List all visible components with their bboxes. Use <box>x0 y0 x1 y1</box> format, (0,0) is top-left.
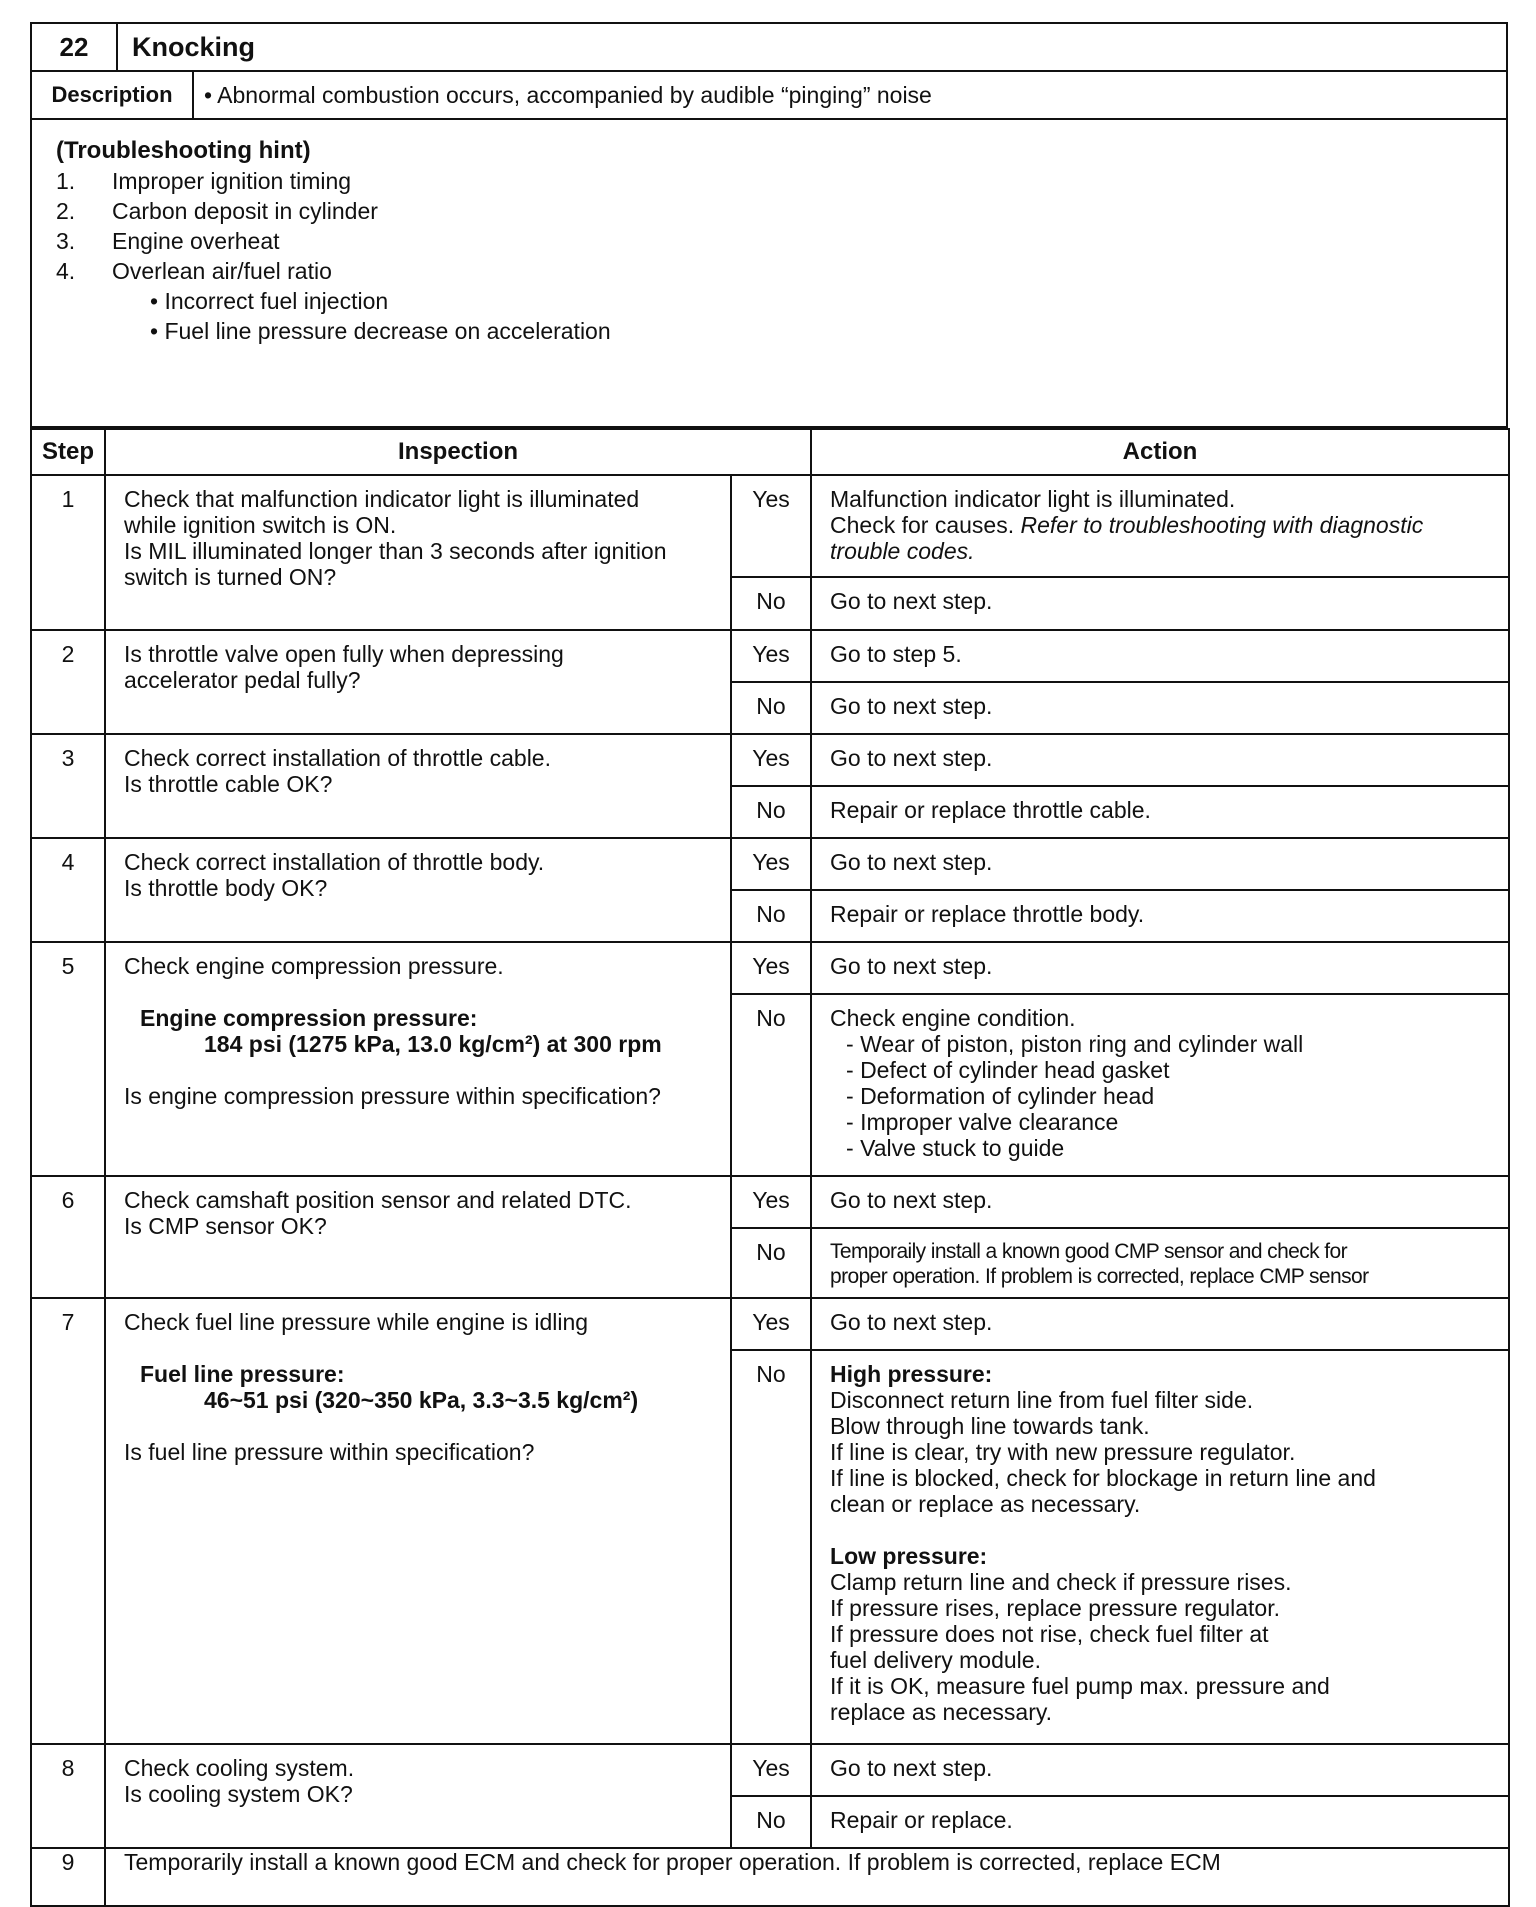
step-inspection: Check that malfunction indicator light is illuminated while ignition switch is ON. Is MIL illuminated longer than 3 seconds after ignition switch is turned ON? <box>105 475 731 630</box>
table-row <box>31 942 1509 994</box>
header-step: Step <box>31 429 105 475</box>
yes-action: Go to next step. <box>811 1744 1509 1796</box>
spec-label: Engine compression pressure: <box>140 1005 478 1031</box>
no-label: No <box>731 577 811 630</box>
yes-label: Yes <box>731 838 811 890</box>
step-number: 2 <box>31 630 105 734</box>
table-row <box>31 1848 1509 1906</box>
yes-action: Go to next step. <box>811 1176 1509 1228</box>
yes-action: Go to next step. <box>811 734 1509 786</box>
no-action: Temporaily install a known good CMP sensor and check for proper operation. If problem is corrected, replace CMP sensor <box>811 1228 1509 1298</box>
yes-label: Yes <box>731 1744 811 1796</box>
troubleshooting-page <box>30 22 1508 1882</box>
no-action: Repair or replace throttle body. <box>811 890 1509 942</box>
spec-label: Fuel line pressure: <box>140 1361 345 1387</box>
step-inspection: Is throttle valve open fully when depressing accelerator pedal fully? <box>105 630 731 734</box>
step-inspection: Check engine compression pressure. Engine compression pressure: 184 psi (1275 kPa, 13.0 kg/cm²) at 300 rpm Is engine compression pressure within specification? <box>105 942 731 1176</box>
final-step-text: Temporarily install a known good ECM and check for proper operation. If problem is corrected, replace ECM <box>105 1848 1509 1906</box>
header-action: Action <box>811 429 1509 475</box>
yes-action: Go to next step. <box>811 1298 1509 1350</box>
hint-title: (Troubleshooting hint) <box>56 137 311 164</box>
table-header-row <box>31 429 1509 475</box>
step-number: 5 <box>31 942 105 1176</box>
hint-item: 2. Carbon deposit in cylinder <box>56 198 378 224</box>
header-inspection: Inspection <box>105 429 811 475</box>
description-text: • Abnormal combustion occurs, accompanied by audible “pinging” noise <box>204 81 932 108</box>
yes-action: Go to step 5. <box>811 630 1509 682</box>
table-row <box>31 1176 1509 1228</box>
yes-action: Malfunction indicator light is illuminated. Check for causes. Refer to troubleshooting with diagnostic trouble codes. <box>811 475 1509 577</box>
inspection-table <box>30 428 1510 1907</box>
table-row <box>31 838 1509 890</box>
no-action: Repair or replace throttle cable. <box>811 786 1509 838</box>
table-row <box>31 1744 1509 1796</box>
table-row <box>31 1298 1509 1350</box>
procedure-number: 22 <box>32 24 118 70</box>
procedure-title: Knocking <box>132 31 256 62</box>
hint-item: 4. Overlean air/fuel ratio <box>56 258 332 284</box>
no-action: Go to next step. <box>811 577 1509 630</box>
step-inspection: Check camshaft position sensor and related DTC. Is CMP sensor OK? <box>105 1176 731 1298</box>
hint-subitem: • Incorrect fuel injection <box>150 288 389 314</box>
yes-label: Yes <box>731 734 811 786</box>
no-label: No <box>731 1228 811 1298</box>
no-action: Go to next step. <box>811 682 1509 734</box>
table-row <box>31 734 1509 786</box>
yes-action: Go to next step. <box>811 942 1509 994</box>
description-label: Description <box>32 72 194 118</box>
table-row <box>31 475 1509 577</box>
hint-item: 1. Improper ignition timing <box>56 168 352 194</box>
yes-action: Go to next step. <box>811 838 1509 890</box>
no-label: No <box>731 994 811 1176</box>
procedure-header <box>30 22 1508 72</box>
low-pressure-title: Low pressure: <box>830 1543 988 1569</box>
no-label: No <box>731 786 811 838</box>
yes-label: Yes <box>731 475 811 577</box>
no-action: Repair or replace. <box>811 1796 1509 1848</box>
troubleshooting-hint <box>30 120 1508 428</box>
no-label: No <box>731 890 811 942</box>
no-action: Check engine condition. - Wear of piston, piston ring and cylinder wall - Defect of cylinder head gasket - Deformation of cylinder head - Improper valve clearance - Valve stuck to guide <box>811 994 1509 1176</box>
yes-label: Yes <box>731 1298 811 1350</box>
yes-label: Yes <box>731 630 811 682</box>
step-number: 7 <box>31 1298 105 1744</box>
step-inspection: Check correct installation of throttle cable. Is throttle cable OK? <box>105 734 731 838</box>
hint-subitem: • Fuel line pressure decrease on acceleration <box>150 318 611 344</box>
step-inspection: Check correct installation of throttle body. Is throttle body OK? <box>105 838 731 942</box>
step-number: 3 <box>31 734 105 838</box>
yes-label: Yes <box>731 942 811 994</box>
no-label: No <box>731 682 811 734</box>
yes-label: Yes <box>731 1176 811 1228</box>
spec-value: 184 psi (1275 kPa, 13.0 kg/cm²) at 300 rpm <box>204 1031 662 1057</box>
step-number: 8 <box>31 1744 105 1848</box>
hint-item: 3. Engine overheat <box>56 228 280 254</box>
step-number: 6 <box>31 1176 105 1298</box>
step-number: 1 <box>31 475 105 630</box>
step-inspection: Check fuel line pressure while engine is idling Fuel line pressure: 46~51 psi (320~350 kPa, 3.3~3.5 kg/cm²) Is fuel line pressure within specification? <box>105 1298 731 1744</box>
table-row <box>31 630 1509 682</box>
spec-value: 46~51 psi (320~350 kPa, 3.3~3.5 kg/cm²) <box>204 1387 639 1413</box>
high-pressure-title: High pressure: <box>830 1361 993 1387</box>
no-label: No <box>731 1796 811 1848</box>
step-number: 4 <box>31 838 105 942</box>
no-action: High pressure: Disconnect return line from fuel filter side. Blow through line towards tank. If line is clear, try with new pressure regulator. If line is blocked, check for blockage in return line and clean or replace as necessary. Low pressure: Clamp return line and check if pressure rises. If pressure rises, replace pressure regulator. If pressure does not rise, check fuel filter at fuel delivery module. If it is OK, measure fuel pump max. pressure and replace as necessary. <box>811 1350 1509 1744</box>
description-row <box>30 72 1508 120</box>
step-inspection: Check cooling system. Is cooling system OK? <box>105 1744 731 1848</box>
step-number: 9 <box>31 1848 105 1906</box>
no-label: No <box>731 1350 811 1744</box>
